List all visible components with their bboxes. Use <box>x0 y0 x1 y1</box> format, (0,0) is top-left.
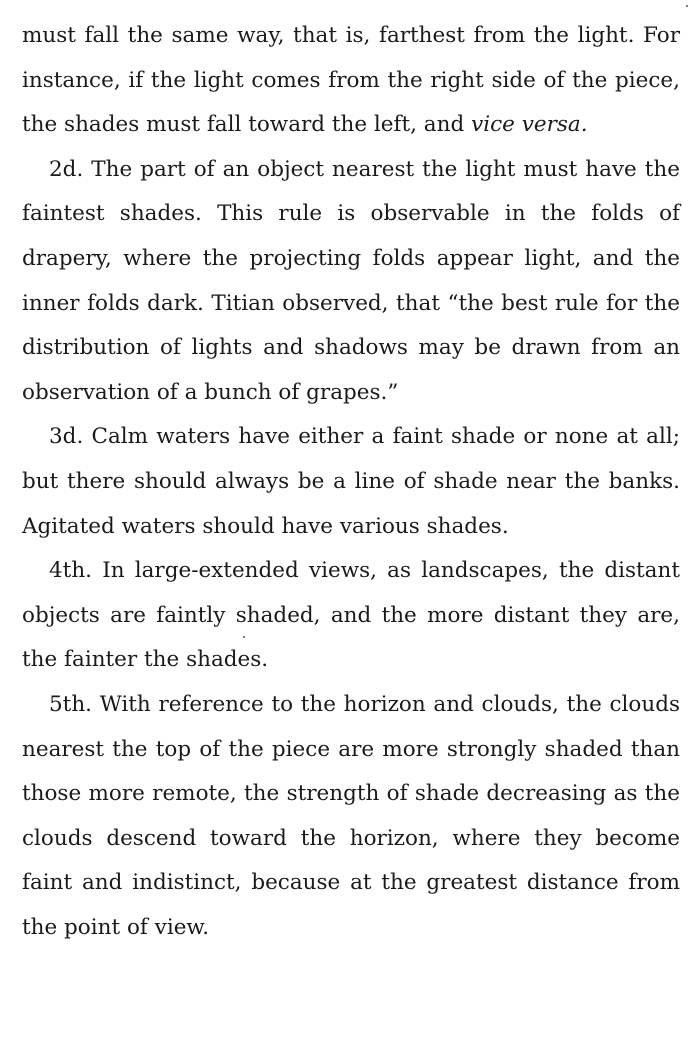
scan-speck <box>686 5 688 7</box>
paragraph-2d: 2d. The part of an object nearest the light must have the faintest shades. This rule is observable in the folds of drapery, where the projecting folds appear light, and the inner folds dark. Titian observed, that “the best rule for the distribution of lights and shadows may be drawn from an observation of a bunch of grapes.” <box>22 156 680 405</box>
scan-speck <box>243 636 245 638</box>
paragraph-4th: 4th. In large-extended views, as landscapes, the distant objects are faintly shaded, and the more distant they are, the fainter the shades. <box>22 558 680 673</box>
paragraph-3d: 3d. Calm waters have either a faint shade or none at all; but there should always be a line of shade near the banks. Agitated waters should have various shades. <box>22 424 680 539</box>
paragraph-intro-text: must fall the same way, that is, farthest from the light. For instance, if the light comes from the right side of the piece, the shades must fall toward the left, and <box>22 23 680 138</box>
paragraph-5th: 5th. With reference to the horizon and clouds, the clouds nearest the top of the piece are more strongly shaded than those more remote, the strength of shade decreasing as the clouds descend toward the horizon, where they become faint and indistinct, because at the greatest distance from the point of view. <box>22 691 680 940</box>
book-page <box>22 14 680 950</box>
paragraph-intro <box>22 14 680 148</box>
paragraph-intro-italic: vice versa. <box>471 112 588 138</box>
